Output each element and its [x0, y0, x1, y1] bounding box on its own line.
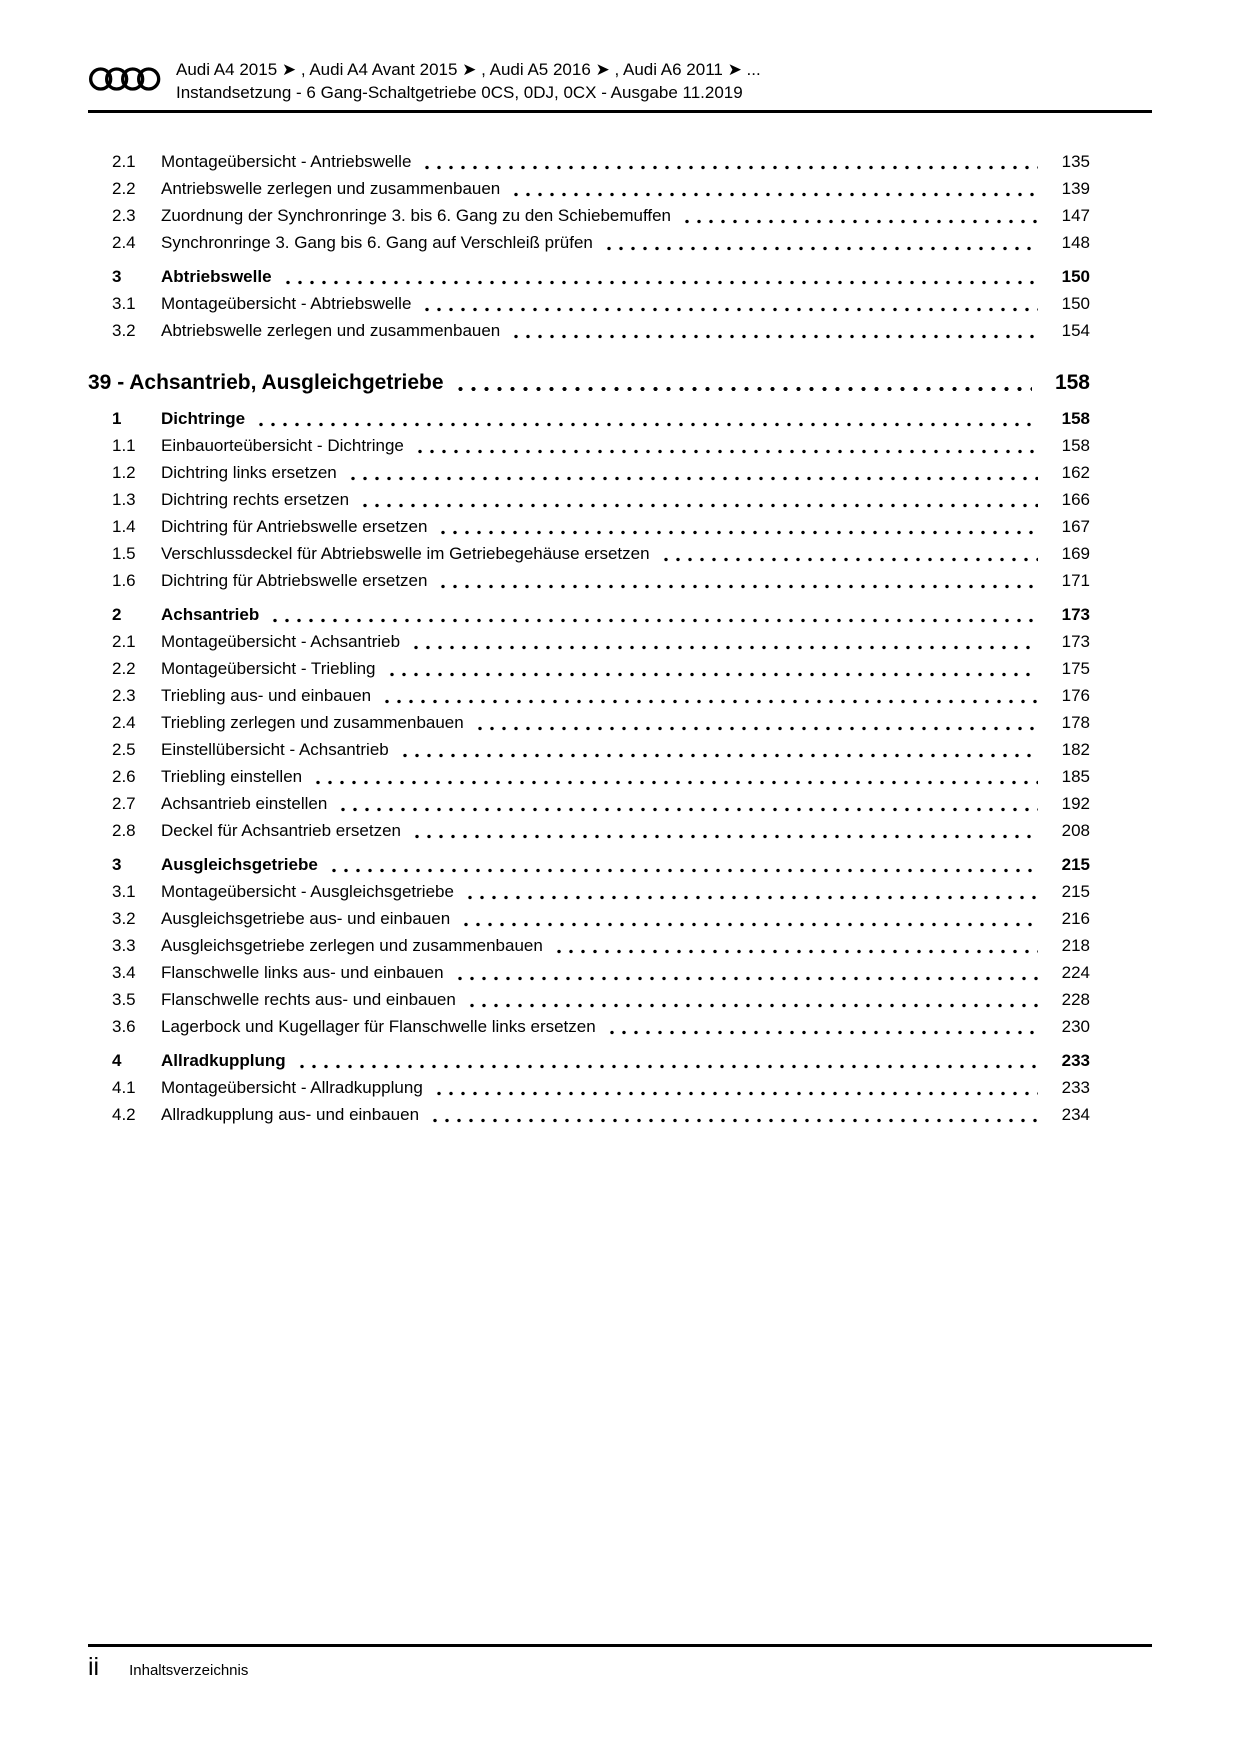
toc-entry-row [88, 175, 1090, 202]
toc-entry-title: Montageübersicht - Antriebswelle [161, 152, 412, 171]
toc-entry-number: 2.1 [112, 632, 136, 651]
toc-entry-page: 158 [1061, 409, 1090, 428]
toc-entry-row [88, 1101, 1090, 1128]
toc-entry-row [88, 567, 1090, 594]
toc-entry-number: 3.2 [112, 321, 136, 340]
toc-entry-title: Achsantrieb [161, 605, 260, 624]
toc-entry-page: 176 [1061, 686, 1090, 705]
toc-entry-page: 192 [1061, 794, 1090, 813]
toc-entry-title: Zuordnung der Synchronringe 3. bis 6. Gang zu den Schiebemuffen [161, 206, 672, 225]
dot-leader [464, 895, 1038, 900]
toc-entry-title: Dichtring für Abtriebswelle ersetzen [161, 571, 428, 590]
dot-leader [437, 584, 1038, 589]
toc-entry-row [88, 229, 1090, 256]
dot-leader [410, 645, 1038, 650]
toc-entry-row [88, 1013, 1090, 1040]
dot-leader [606, 1030, 1038, 1035]
toc-entry-page: 224 [1061, 963, 1090, 982]
toc-entry-number: 2.6 [112, 767, 136, 786]
toc-entry-number: 1.4 [112, 517, 136, 536]
footer-page-number: ii [88, 1653, 100, 1681]
toc-entry-title: Triebling aus- und einbauen [161, 686, 372, 705]
toc-entry-number: 1.3 [112, 490, 136, 509]
toc-entry-row [88, 202, 1090, 229]
toc-entry-row [88, 405, 1090, 432]
toc-entry-page: 158 [1054, 371, 1090, 394]
toc-entry-page: 208 [1061, 821, 1090, 840]
toc-entry-page: 233 [1061, 1051, 1090, 1070]
toc-entry-title: Flanschwelle links aus- und einbauen [161, 963, 444, 982]
dot-leader [328, 868, 1038, 873]
toc-entry-page: 150 [1061, 267, 1090, 286]
toc-entry-title: Dichtringe [161, 409, 246, 428]
toc-entry-page: 167 [1061, 517, 1090, 536]
toc-entry-title: Dichtring rechts ersetzen [161, 490, 350, 509]
dot-leader [414, 449, 1038, 454]
toc-entry-number: 3.1 [112, 882, 136, 901]
dot-leader [681, 219, 1038, 224]
toc-entry-title: Einbauorteübersicht - Dichtringe [161, 436, 404, 455]
toc-entry-page: 233 [1061, 1078, 1090, 1097]
toc-entry-title: Synchronringe 3. Gang bis 6. Gang auf Verschleiß prüfen [161, 233, 593, 252]
toc-entry-row [88, 263, 1090, 290]
toc-entry-number: 1 [112, 409, 122, 428]
dot-leader [429, 1118, 1038, 1123]
toc-entry-page: 178 [1061, 713, 1090, 732]
toc-entry-title: Abtriebswelle [161, 267, 272, 286]
toc-entry-title: Montageübersicht - Ausgleichsgetriebe [161, 882, 454, 901]
toc-entry-page: 182 [1061, 740, 1090, 759]
toc-entry-number: 3.6 [112, 1017, 136, 1036]
toc-entry-row [88, 486, 1090, 513]
toc-entry-row [88, 290, 1090, 317]
toc-entry-page: 185 [1061, 767, 1090, 786]
dot-leader [359, 503, 1038, 508]
footer-label: Inhaltsverzeichnis [129, 1662, 249, 1679]
toc-entry-number: 4.1 [112, 1078, 136, 1097]
toc-entry-row [88, 655, 1090, 682]
dot-leader [553, 949, 1038, 954]
dot-leader [312, 780, 1038, 785]
dot-leader [660, 557, 1038, 562]
toc-entry-page: 215 [1061, 855, 1090, 874]
toc-entry-title: Ausgleichsgetriebe zerlegen und zusammenbauen [161, 936, 543, 955]
dot-leader [474, 726, 1038, 731]
toc-entry-row [88, 513, 1090, 540]
toc-entry-number: 2.1 [112, 152, 136, 171]
dot-leader [381, 699, 1038, 704]
toc-entry-page: 175 [1061, 659, 1090, 678]
toc-entry-row [88, 986, 1090, 1013]
toc-entry-number: 2.8 [112, 821, 136, 840]
toc-entry-row [88, 1047, 1090, 1074]
dot-leader [337, 807, 1038, 812]
toc-entry-page: 154 [1061, 321, 1090, 340]
toc-entry-number: 2.4 [112, 713, 136, 732]
dot-leader [466, 1003, 1038, 1008]
toc-entry-page: 135 [1061, 152, 1090, 171]
toc-entry-title: Triebling einstellen [161, 767, 303, 786]
toc-entry-number: 2.4 [112, 233, 136, 252]
toc-entry-row [88, 628, 1090, 655]
toc-entry-page: 228 [1061, 990, 1090, 1009]
toc-entry-title: Einstellübersicht - Achsantrieb [161, 740, 389, 759]
toc-entry-title: Allradkupplung [161, 1051, 286, 1070]
dot-leader [454, 976, 1038, 981]
toc-entry-page: 171 [1061, 571, 1090, 590]
toc-entry-row [88, 905, 1090, 932]
toc-entry-page: 169 [1061, 544, 1090, 563]
page-footer [88, 1644, 1152, 1682]
toc-entry-page: 215 [1061, 882, 1090, 901]
toc-entry-title: Flanschwelle rechts aus- und einbauen [161, 990, 456, 1009]
toc-entry-title: Allradkupplung aus- und einbauen [161, 1105, 420, 1124]
toc-entry-title: Antriebswelle zerlegen und zusammenbauen [161, 179, 501, 198]
toc-entry-number: 2.2 [112, 659, 136, 678]
toc-entry-number: 2.3 [112, 686, 136, 705]
dot-leader [269, 618, 1038, 623]
toc-entry-number: 3.1 [112, 294, 136, 313]
toc-entry-title: Montageübersicht - Achsantrieb [161, 632, 401, 651]
toc-entry-number: 3 [112, 855, 122, 874]
toc-entry-page: 162 [1061, 463, 1090, 482]
dot-leader [460, 922, 1038, 927]
toc-entry-number: 3.4 [112, 963, 136, 982]
dot-leader [421, 165, 1038, 170]
toc-entry-title: Ausgleichsgetriebe aus- und einbauen [161, 909, 451, 928]
toc-entry-number: 4.2 [112, 1105, 136, 1124]
dot-leader [454, 386, 1032, 392]
dot-leader [421, 307, 1038, 312]
toc-entry-number: 1.6 [112, 571, 136, 590]
toc-entry-title: Montageübersicht - Triebling [161, 659, 376, 678]
toc-entry-page: 173 [1061, 605, 1090, 624]
table-of-contents [88, 148, 1090, 1128]
dot-leader [255, 422, 1038, 427]
dot-leader [437, 530, 1038, 535]
toc-entry-number: 2.5 [112, 740, 136, 759]
toc-entry-title: Abtriebswelle zerlegen und zusammenbauen [161, 321, 501, 340]
toc-entry-page: 148 [1061, 233, 1090, 252]
toc-entry-title: Montageübersicht - Allradkupplung [161, 1078, 423, 1097]
toc-entry-page: 173 [1061, 632, 1090, 651]
header-models-line: Audi A4 2015 ➤ , Audi A4 Avant 2015 ➤ , Audi A5 2016 ➤ , Audi A6 2011 ➤ ... [176, 60, 761, 79]
toc-entry-number: 3.5 [112, 990, 136, 1009]
toc-entry-row [88, 709, 1090, 736]
toc-entry-number: 2 [112, 605, 122, 624]
toc-entry-row [88, 317, 1090, 344]
dot-leader [282, 280, 1038, 285]
toc-entry-title: Triebling zerlegen und zusammenbauen [161, 713, 464, 732]
toc-entry-title: Achsantrieb einstellen [161, 794, 328, 813]
toc-entry-page: 150 [1061, 294, 1090, 313]
toc-entry-row [88, 959, 1090, 986]
toc-entry-page: 147 [1061, 206, 1090, 225]
toc-entry-row [88, 459, 1090, 486]
toc-entry-title: Verschlussdeckel für Abtriebswelle im Getriebegehäuse ersetzen [161, 544, 650, 563]
toc-entry-row [88, 540, 1090, 567]
toc-chapter-row [88, 368, 1090, 398]
toc-entry-title: Dichtring für Antriebswelle ersetzen [161, 517, 428, 536]
toc-entry-row [88, 432, 1090, 459]
dot-leader [386, 672, 1038, 677]
toc-entry-row [88, 763, 1090, 790]
dot-leader [510, 334, 1038, 339]
toc-entry-number: 1.1 [112, 436, 136, 455]
toc-entry-number: 3 [112, 267, 122, 286]
toc-entry-number: 2.2 [112, 179, 136, 198]
page-header [88, 58, 1152, 113]
toc-entry-row [88, 736, 1090, 763]
toc-entry-row [88, 1074, 1090, 1101]
toc-entry-page: 218 [1061, 936, 1090, 955]
dot-leader [510, 192, 1038, 197]
toc-entry-page: 158 [1061, 436, 1090, 455]
toc-entry-row [88, 851, 1090, 878]
toc-entry-title: Ausgleichsgetriebe [161, 855, 318, 874]
toc-entry-title: Lagerbock und Kugellager für Flanschwelle links ersetzen [161, 1017, 596, 1036]
toc-entry-title: 39 - Achsantrieb, Ausgleichgetriebe [88, 371, 444, 394]
toc-entry-row [88, 148, 1090, 175]
toc-entry-row [88, 790, 1090, 817]
toc-entry-row [88, 878, 1090, 905]
toc-entry-row [88, 932, 1090, 959]
toc-entry-page: 230 [1061, 1017, 1090, 1036]
toc-entry-title: Dichtring links ersetzen [161, 463, 337, 482]
toc-entry-page: 234 [1061, 1105, 1090, 1124]
toc-entry-row [88, 682, 1090, 709]
toc-entry-number: 4 [112, 1051, 122, 1070]
dot-leader [603, 246, 1038, 251]
toc-entry-title: Montageübersicht - Abtriebswelle [161, 294, 412, 313]
toc-entry-number: 2.7 [112, 794, 136, 813]
dot-leader [411, 834, 1038, 839]
toc-entry-number: 1.5 [112, 544, 136, 563]
toc-entry-number: 1.2 [112, 463, 136, 482]
dot-leader [399, 753, 1038, 758]
dot-leader [433, 1091, 1038, 1096]
dot-leader [296, 1064, 1038, 1069]
dot-leader [347, 476, 1038, 481]
toc-entry-page: 139 [1061, 179, 1090, 198]
header-title-line: Instandsetzung - 6 Gang-Schaltgetriebe 0CS, 0DJ, 0CX - Ausgabe 11.2019 [176, 83, 743, 102]
header-text [176, 58, 1152, 104]
toc-entry-page: 216 [1061, 909, 1090, 928]
audi-rings-icon [88, 63, 162, 100]
toc-entry-row [88, 817, 1090, 844]
toc-entry-number: 3.2 [112, 909, 136, 928]
toc-entry-page: 166 [1061, 490, 1090, 509]
toc-entry-number: 3.3 [112, 936, 136, 955]
toc-entry-row [88, 601, 1090, 628]
toc-entry-title: Deckel für Achsantrieb ersetzen [161, 821, 402, 840]
toc-entry-number: 2.3 [112, 206, 136, 225]
